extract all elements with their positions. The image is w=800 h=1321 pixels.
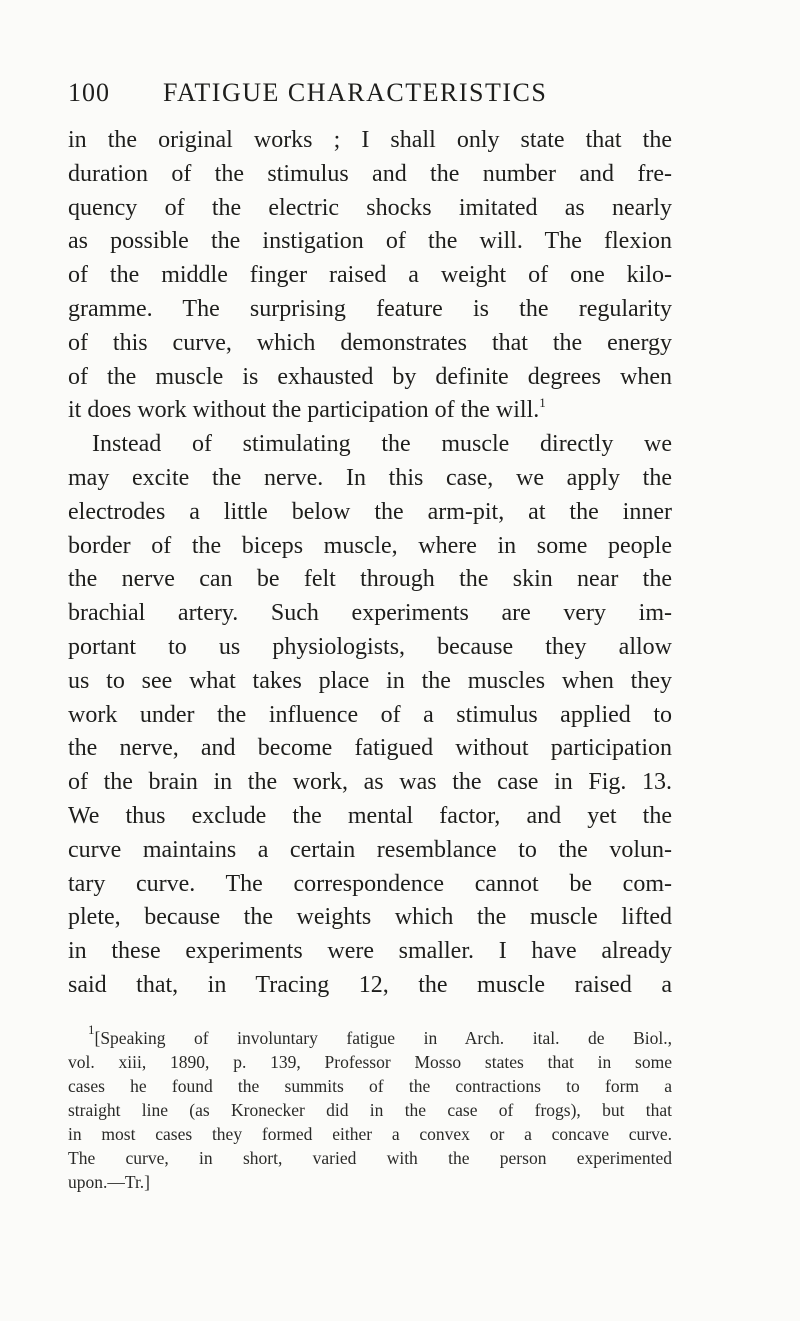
body-line: duration of the stimulus and the number and fre- (68, 160, 672, 187)
body-line: plete, because the weights which the muscle lifted (68, 904, 672, 931)
body-line: tary curve. The correspondence cannot be com- (68, 870, 672, 897)
body-line: border of the biceps muscle, where in some people (68, 532, 672, 559)
body-line: brachial artery. Such experiments are very im- (68, 600, 672, 627)
book-page (68, 78, 672, 1194)
footnote-line: vol. xiii, 1890, p. 139, Professor Mosso states that in some (68, 1051, 672, 1072)
footnote-first-line (68, 1021, 672, 1050)
body-line: the nerve can be felt through the skin near the (68, 566, 672, 593)
body-line: portant to us physiologists, because they allow (68, 633, 672, 660)
footnote-line: The curve, in short, varied with the person experimented (68, 1147, 672, 1168)
running-head (68, 78, 672, 114)
footnote-marker: 1 (88, 1021, 95, 1037)
body-line: of the brain in the work, as was the case in Fig. 13. (68, 769, 672, 796)
body-line: may excite the nerve. In this case, we apply the (68, 464, 672, 491)
body-line: of the muscle is exhausted by definite degrees when (68, 363, 672, 390)
footnote-reference: 1 (539, 395, 546, 411)
body-line: as possible the instigation of the will. The flexion (68, 228, 672, 255)
body-line: said that, in Tracing 12, the muscle raised a (68, 971, 672, 998)
footnote-line: cases he found the summits of the contractions to form a (68, 1075, 672, 1096)
body-line: quency of the electric shocks imitated as nearly (68, 194, 672, 221)
body-line: curve maintains a certain resemblance to the volun- (68, 836, 672, 863)
body-line: We thus exclude the mental factor, and yet the (68, 802, 672, 829)
body-line: us to see what takes place in the muscles when they (68, 667, 672, 694)
page-number: 100 (68, 78, 110, 107)
footnote (68, 1021, 672, 1194)
body-line: it does work without the participation of the will. (68, 397, 540, 424)
body-line-with-footnote (68, 394, 672, 428)
body-line: in the original works ; I shall only state that the (68, 127, 672, 153)
body-line: work under the influence of a stimulus applied to (68, 701, 672, 728)
footnote-line: [Speaking of involuntary fatigue in Arch. ital. de Biol., (94, 1027, 672, 1048)
body-line: gramme. The surprising feature is the regularity (68, 295, 672, 322)
footnote-line: in most cases they formed either a convex or a concave curve. (68, 1123, 672, 1144)
body-text (68, 124, 672, 1003)
body-line: Instead of stimulating the muscle directly we (92, 431, 672, 458)
body-line: the nerve, and become fatigued without participation (68, 735, 672, 762)
body-line: of the middle finger raised a weight of one kilo- (68, 262, 672, 289)
body-line: electrodes a little below the arm-pit, at the inner (68, 498, 672, 525)
running-title: FATIGUE CHARACTERISTICS (163, 78, 548, 107)
body-line: in these experiments were smaller. I have already (68, 938, 672, 965)
footnote-line: upon.—Tr.] (68, 1171, 151, 1192)
body-line: of this curve, which demonstrates that the energy (68, 329, 672, 356)
footnote-line: straight line (as Kronecker did in the case of frogs), but that (68, 1099, 672, 1120)
